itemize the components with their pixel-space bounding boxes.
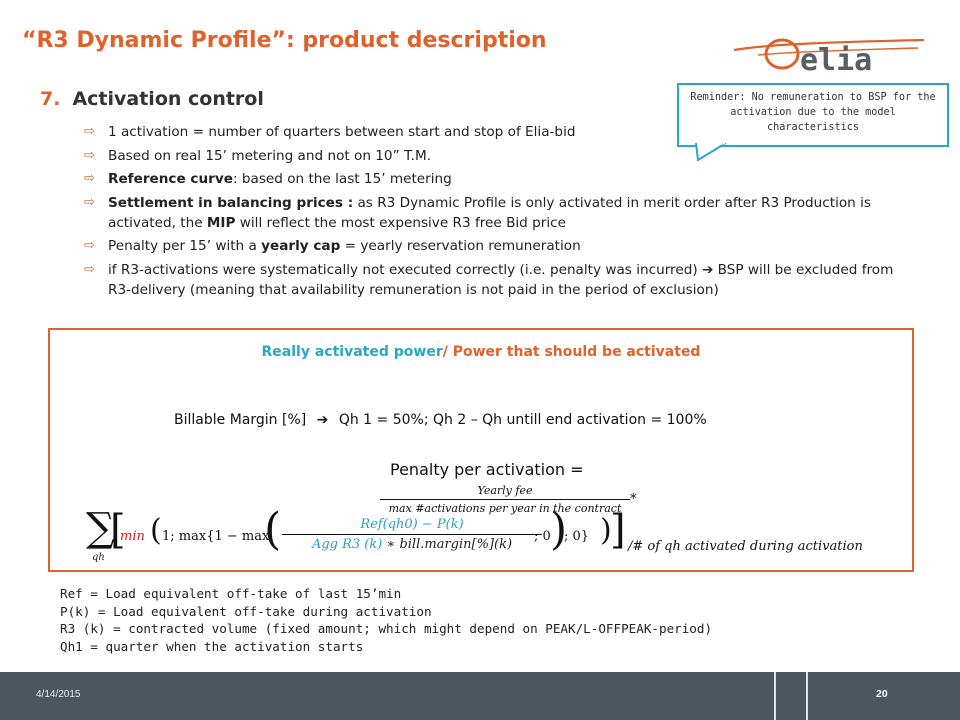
formula-tail: /# of qh activated during activation [628,539,863,554]
bullet-text: will reflect the most expensive R3 free Bid price [235,214,566,231]
arrow-right-icon: ⇨ [84,194,95,210]
min-function: min [120,529,145,544]
bullet-item [84,193,914,233]
arrow-right-icon: ➔ [316,412,329,428]
close-paren-large: ) [550,504,568,555]
definitions-notes [60,585,712,655]
bullet-text: if R3-activations were systematically not executed correctly (i.e. penalty was incurred) ➔ BSP will be excluded from R3-delivery (meaning that availability remuneration is not paid in the period of exclusion) [108,261,894,298]
bullet-text: Penalty per 15’ with a [108,238,262,254]
reminder-callout: Reminder: No remuneration to BSP for the activation due to the model characteristics [677,83,949,147]
note-line: Ref = Load equivalent off-take of last 15’min [60,586,402,601]
billable-margin-values: Qh 1 = 50%; Qh 2 – Qh untill end activation = 100% [338,412,707,428]
bullet-item [84,146,914,166]
billable-margin-label: Billable Margin [%] [174,412,307,428]
footer-divider [774,672,776,720]
bullet-text: : based on the last 15’ metering [232,171,452,187]
callout-tail [692,143,732,163]
bullet-text: Based on real 15’ metering and not on 10” T.M. [108,147,432,164]
bullet-item [84,260,914,300]
note-line: Qh1 = quarter when the activation starts [60,638,364,654]
agg-r3-label: Agg R3 (k) [311,537,383,552]
open-bracket: [ [110,507,126,553]
section-number: 7. [40,88,61,110]
billable-margin-line [174,412,707,428]
note-line: P(k) = Load equivalent off-take during activation [60,603,432,619]
arrow-right-icon: ⇨ [84,171,95,186]
arrow-right-icon: ⇨ [84,124,95,139]
footer-date: 4/14/2015 [36,689,81,700]
footer-divider [806,672,808,720]
arrow-right-icon: ⇨ [84,238,95,253]
slide-title: “R3 Dynamic Profile”: product description [22,28,547,53]
yearly-fee-fraction [380,484,630,515]
fee-numerator: Yearly fee [380,484,630,500]
elia-logo [728,30,928,76]
footer-bar [0,672,960,720]
bullet-bold: Reference curve [108,171,233,187]
arrow-right-icon: ⇨ [84,261,95,277]
bullet-text: as R3 Dynamic Profile is only activated in merit order after R3 Production is activated, the [108,194,871,231]
bullet-list [84,122,914,303]
open-paren-large: ( [264,504,282,555]
penalty-formula-box [48,328,914,572]
fee-denominator: max #activations per year in the contract [388,502,622,515]
formula-zero-part: ; 0 [534,529,551,544]
formula-max-part: 1; max{1 − max [162,529,270,544]
ref-denominator [282,535,542,552]
arrow-right-icon: ⇨ [84,147,95,163]
section-title: Activation control [72,88,264,110]
bullet-bold: yearly cap [261,238,341,254]
note-line: R3 (k) = contracted volume (fixed amount; which might depend on PEAK/L-OFFPEAK-period) [60,621,713,636]
summation-symbol: ∑ [86,505,115,551]
multiply-star: * [630,492,637,507]
bullet-text: = yearly reservation remuneration [340,238,581,254]
bullet-bold-mip: MIP [206,214,236,231]
ref-numerator: Ref(qh0) − P(k) [282,517,542,535]
should-be-activated-label: / Power that should be activated [442,344,701,360]
page-number: 20 [876,688,888,700]
really-activated-label: Really activated power [261,344,443,360]
bullet-item [84,169,914,189]
summation-subscript: qh [92,552,105,563]
section-heading [40,88,264,110]
formula-zero-brace-part: ; 0} [564,529,590,544]
close-paren: ) [600,513,612,548]
logo-text: elia [800,43,873,76]
bullet-text: 1 activation = number of quarters between start and stop of Elia-bid [108,124,576,140]
activated-power-line [50,344,912,360]
bullet-bold: Settlement in balancing prices : [108,194,354,211]
close-bracket: ] [610,507,626,553]
bill-margin-label: ∗ bill.margin[%](k) [382,537,513,552]
open-paren: ( [150,513,162,548]
ref-fraction [282,517,542,552]
penalty-label: Penalty per activation = [390,460,584,479]
bullet-item [84,236,914,256]
